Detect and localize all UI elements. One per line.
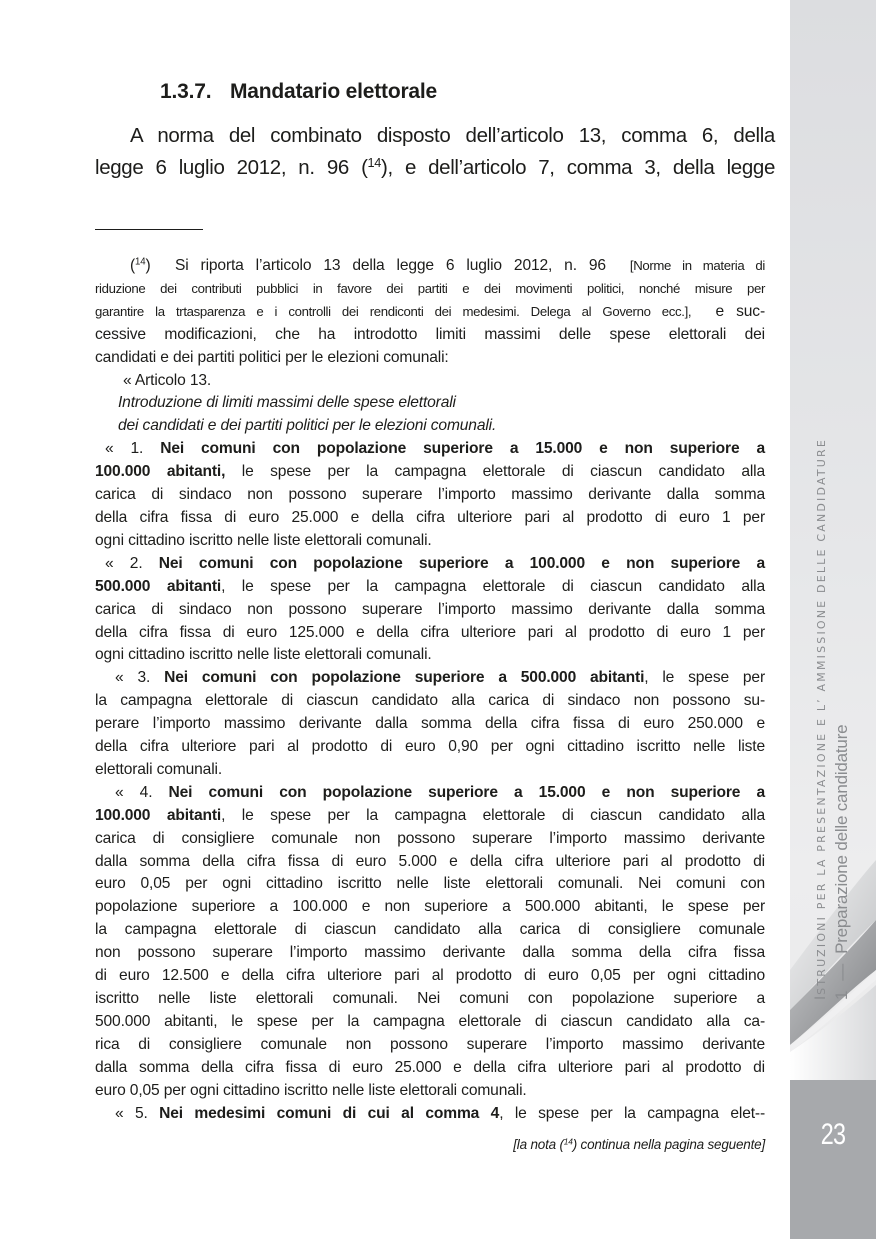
footnote-marker: ($^{14}$) bbox=[130, 256, 151, 274]
clause-4: « 4. Nei comuni con popolazione superiore a 15.000 e non superiore a bbox=[115, 783, 765, 801]
footnote-reference[interactable]: 14 bbox=[367, 155, 381, 171]
footnote-line: popolazione superiore a 100.000 e non superiore a 500.000 abitanti, le spese per bbox=[95, 898, 765, 916]
section-title: Mandatario elettorale bbox=[230, 80, 438, 103]
sidebar-band bbox=[790, 1080, 876, 1239]
footnote-line: dalla somma della cifra fissa di euro 25.000 e della cifra ulteriore pari al prodotto di bbox=[95, 1058, 765, 1076]
footnote-line: dalla somma della cifra fissa di euro 5.000 e della cifra ulteriore pari al prodotto di bbox=[95, 852, 765, 870]
footnote-line: 500.000 abitanti, le spese per la campagna elettorale di ciascun candidato alla ca- bbox=[95, 1012, 765, 1030]
clause-2: « 2. Nei comuni con popolazione superiore a 100.000 e non superiore a bbox=[105, 554, 765, 572]
article-title: « Articolo 13. bbox=[123, 371, 212, 389]
footnote-line: della cifra fissa di euro 125.000 e della cifra ulteriore pari al prodotto di euro 1 per bbox=[95, 623, 765, 641]
section-heading bbox=[160, 80, 437, 104]
footnote-line: carica di consigliere comunale non possono superare l’importo massimo derivante bbox=[95, 829, 765, 847]
body-paragraph bbox=[95, 120, 775, 184]
footnote-line: 100.000 abitanti, le spese per la campagna elettorale di ciascun candidato alla bbox=[95, 463, 765, 481]
footnote-line: rica di consigliere comunale non possono superare l’importo massimo derivante bbox=[95, 1035, 765, 1053]
section-number: 1.3.7. bbox=[160, 80, 212, 103]
footnote-line: ogni cittadino iscritto nelle liste elettorali comunali. bbox=[95, 646, 432, 664]
footnote-line: ogni cittadino iscritto nelle liste elettorali comunali. bbox=[95, 531, 432, 549]
footnote-line: riduzione dei contributi pubblici in favore dei partiti e dei movimenti politici, nonché misure per bbox=[95, 280, 765, 296]
footnote-line: candidati e dei partiti politici per le elezioni comunali: bbox=[95, 348, 449, 366]
chapter-title: 1—Preparazione delle candidature bbox=[832, 724, 851, 1000]
footnote-line: cessive modificazioni, che ha introdotto limiti massimi delle spese elettorali dei bbox=[95, 325, 765, 343]
footnote-line: ($^{14}$) Si riporta l’articolo 13 della legge 6 luglio 2012, n. 96 [Norme in materia di bbox=[95, 255, 765, 278]
footnote-line: carica di sindaco non possono superare l’importo massimo derivante dalla somma bbox=[95, 486, 765, 504]
body-line: legge 6 luglio 2012, n. 96 ($^{14}$), e dell’articolo 7, comma 3, della legge bbox=[95, 155, 775, 179]
footnote-line: euro 0,05 per ogni cittadino iscritto nelle liste elettorali comunali. Nei comuni con bbox=[95, 875, 765, 893]
footnote-line: euro 0,05 per ogni cittadino iscritto nelle liste elettorali comunali. bbox=[95, 1081, 527, 1099]
footnote-line: garantire la trtasparenza e i controlli dei rendiconti dei medesimi. Delega al Governo ecc.], e suc- bbox=[95, 302, 765, 320]
footnote-line: 500.000 abitanti, le spese per la campagna elettorale di ciascun candidato alla bbox=[95, 577, 766, 595]
footnote-line: iscritto nelle liste elettorali comunali. Nei comuni con popolazione superiore a bbox=[95, 990, 765, 1007]
footnote-line: elettorali comunali. bbox=[95, 760, 223, 778]
footnote-line: la campagna elettorale di ciascun candidato alla carica di consigliere comunale bbox=[95, 921, 765, 939]
body-line: A norma del combinato disposto dell’articolo 13, comma 6, della bbox=[130, 124, 775, 147]
footnote-line: della cifra ulteriore pari al prodotto di euro 0,90 per ogni cittadino iscritto nelle liste bbox=[95, 738, 765, 756]
article-rubric: dei candidati e dei partiti politici per le elezioni comunali. bbox=[118, 417, 497, 435]
footnote-14 bbox=[95, 255, 765, 1125]
footnote-continuation-note: [la nota ($^{14}$) continua nella pagina seguente] bbox=[513, 1136, 765, 1152]
footnote-line: la campagna elettorale di ciascun candidato alla carica di sindaco non possono su- bbox=[95, 692, 765, 710]
clause-5: « 5. Nei medesimi comuni di cui al comma 4, le spese per la campagna elet-- bbox=[115, 1104, 765, 1122]
article-rubric: Introduzione di limiti massimi delle spese elettorali bbox=[118, 394, 456, 412]
footnote-line: carica di sindaco non possono superare l’importo massimo derivante dalla somma bbox=[95, 600, 765, 618]
page-sidebar bbox=[790, 0, 876, 1239]
page-number: 23 bbox=[820, 1118, 846, 1151]
footnote-line: non possono superare l’importo massimo derivante dalla somma della cifra fissa bbox=[95, 944, 765, 962]
footnote-line: 100.000 abitanti, le spese per la campagna elettorale di ciascun candidato alla bbox=[95, 806, 766, 824]
clause-1: « 1. Nei comuni con popolazione superiore a 15.000 e non superiore a bbox=[105, 440, 766, 458]
footnote-divider bbox=[95, 229, 203, 230]
running-head: ISTRUZIONI PER LA PRESENTAZIONE E L’ AMMISSIONE DELLE CANDIDATURE bbox=[813, 437, 829, 1000]
clause-3: « 3. Nei comuni con popolazione superiore a 500.000 abitanti, le spese per bbox=[115, 669, 765, 687]
footnote-line: perare l’importo massimo derivante dalla somma della cifra fissa di euro 250.000 e bbox=[95, 715, 765, 733]
footnote-line: di euro 12.500 e della cifra ulteriore pari al prodotto di euro 0,05 per ogni cittadino bbox=[95, 967, 765, 985]
footnote-line: della cifra fissa di euro 25.000 e della cifra ulteriore pari al prodotto di euro 1 per bbox=[95, 508, 765, 526]
